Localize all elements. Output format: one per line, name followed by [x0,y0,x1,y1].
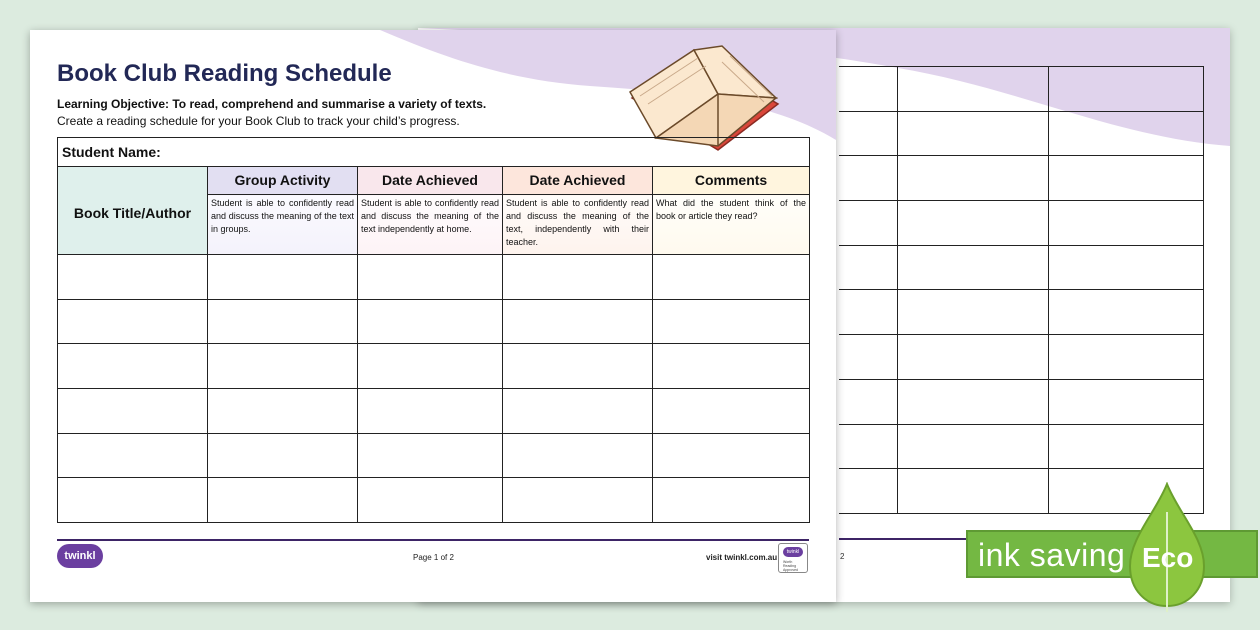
footer-divider [57,539,809,541]
table-cell[interactable] [58,255,208,300]
table-row [58,344,810,389]
table-cell[interactable] [503,299,653,344]
group-activity-description: Student is able to confidently read and discuss the meaning of the text in groups. [208,195,358,255]
badge-logo: twinkl [783,547,803,557]
date-achieved-teacher-header: Date Achieved [503,167,653,195]
table-cell[interactable] [653,389,810,434]
page-number: Page 1 of 2 [413,553,454,562]
table-cell[interactable] [58,299,208,344]
table-cell[interactable] [358,389,503,434]
table-cell[interactable] [653,299,810,344]
table-row [839,111,1203,156]
table-cell[interactable] [503,344,653,389]
table-cell[interactable] [208,255,358,300]
table-cell[interactable] [208,478,358,523]
comments-header: Comments [653,167,810,195]
student-name-field[interactable] [58,138,810,167]
table-cell[interactable] [503,478,653,523]
table-cell[interactable] [58,433,208,478]
table-row [58,389,810,434]
table-row [839,245,1203,290]
date-achieved-home-header: Date Achieved [358,167,503,195]
website-link[interactable]: visit twinkl.com.au [706,553,778,562]
book-title-header: Book Title/Author [58,167,208,255]
table-cell[interactable] [208,433,358,478]
approved-badge-icon [778,543,808,573]
table-row [839,335,1203,380]
table-row [58,255,810,300]
student-name-label: Student Name: [62,144,161,160]
table-cell[interactable] [653,344,810,389]
eco-label: Eco [1142,542,1194,573]
table-row [839,67,1203,112]
date-achieved-home-description: Student is able to confidently read and discuss the meaning of the text independently at home. [358,195,503,255]
comments-description: What did the student think of the book or article they read? [653,195,810,255]
table-row [58,299,810,344]
reading-schedule-table [57,137,810,523]
table-cell[interactable] [358,433,503,478]
table-row [839,290,1203,335]
table-row [839,201,1203,246]
instruction-text: Create a reading schedule for your Book Club to track your child’s progress. [57,114,460,128]
table-row [58,433,810,478]
back-page-number: 2 [840,552,845,561]
back-page-table [839,66,1204,514]
table-cell[interactable] [653,433,810,478]
front-page [30,30,836,602]
group-activity-header: Group Activity [208,167,358,195]
table-cell[interactable] [208,389,358,434]
table-row [839,424,1203,469]
table-row [839,379,1203,424]
table-cell[interactable] [503,433,653,478]
table-cell[interactable] [58,389,208,434]
learning-objective: Learning Objective: To read, comprehend and summarise a variety of texts. [57,97,487,111]
table-cell[interactable] [358,299,503,344]
table-cell[interactable] [58,344,208,389]
table-row [839,156,1203,201]
table-cell[interactable] [503,389,653,434]
table-cell[interactable] [208,344,358,389]
table-row [58,478,810,523]
table-cell[interactable] [358,255,503,300]
twinkl-logo: twinkl [57,544,103,568]
table-cell[interactable] [358,344,503,389]
table-cell[interactable] [358,478,503,523]
eco-badge [966,482,1258,612]
badge-caption: Worth Reading Approved [783,560,798,573]
table-cell[interactable] [653,255,810,300]
ink-saving-label: ink saving [978,537,1126,573]
table-cell[interactable] [58,478,208,523]
table-cell[interactable] [208,299,358,344]
page-title: Book Club Reading Schedule [57,60,392,87]
table-cell[interactable] [503,255,653,300]
date-achieved-teacher-description: Student is able to confidently read and discuss the meaning of the text, independently with their teacher. [503,195,653,255]
table-cell[interactable] [653,478,810,523]
student-name-row [58,138,810,167]
table-header-row [58,167,810,195]
